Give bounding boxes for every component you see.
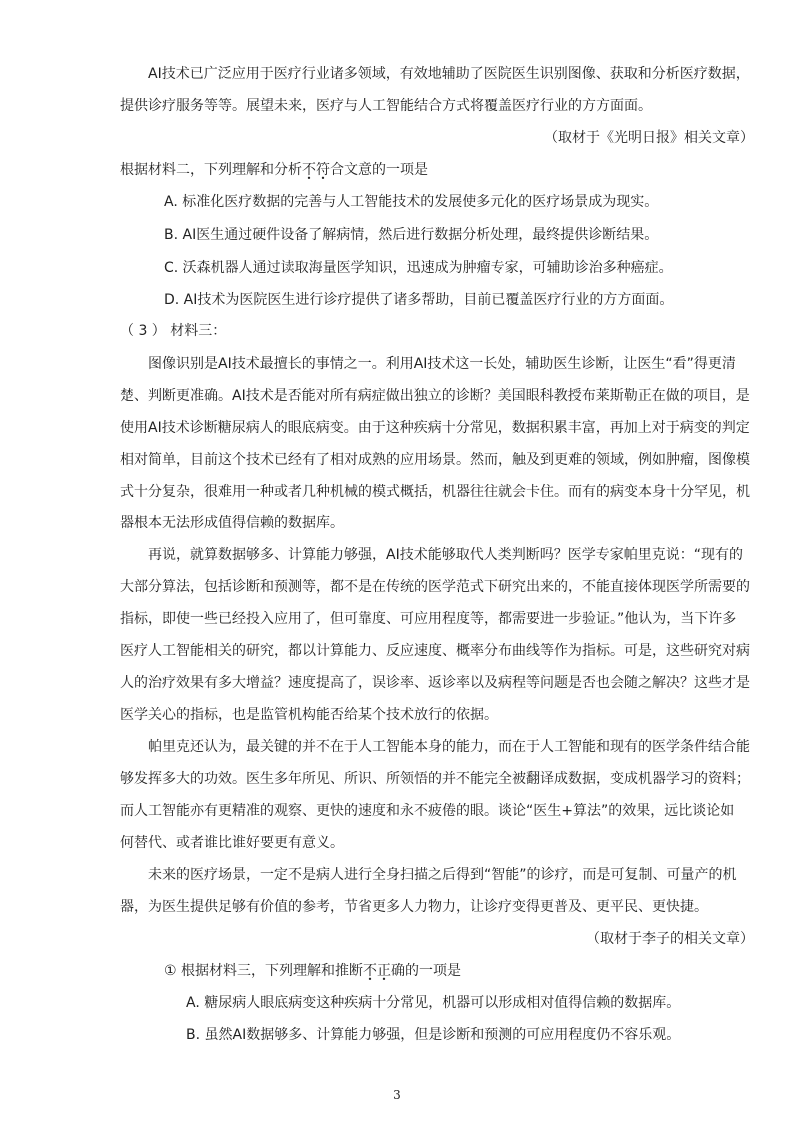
para1-line-3: 使用AI技术诊断糖尿病人的眼底病变。由于这种疾病十分常见，数据积累丰富，再加上对于病变的判定 xyxy=(120,420,750,436)
emphasis-char-1: 不 xyxy=(302,162,316,178)
para2-line-5: 人的治疗效果有多大增益？速度提高了，误诊率、返诊率以及病程等问题是否也会随之解决？这些才是 xyxy=(120,675,750,691)
para1-line-6: 器根本无法形成值得信赖的数据库。 xyxy=(120,515,344,531)
question2-option-d: D. AI技术为医院医生进行诊疗提供了诸多帮助，目前已覆盖医疗行业的方方面面。 xyxy=(164,292,674,308)
para3-line-4: 何替代、或者谁比谁好要更有意义。 xyxy=(120,835,344,851)
question3-stem-after: 确的一项是 xyxy=(391,963,462,979)
question2-option-a: A. 标准化医疗数据的完善与人工智能技术的发展使多元化的医疗场景成为现实。 xyxy=(164,194,659,210)
para3-line-1: 帕里克还认为，最关键的并不在于人工智能本身的能力，而在于人工智能和现有的医学条件结合能 xyxy=(148,739,750,755)
para1-line-5: 式十分复杂，很难用一种或者几种机械的模式概括，机器往往就会卡住。而有的病变本身十分罕见，机 xyxy=(120,484,750,500)
para2-line-1: 再说，就算数据够多、计算能力够强，AI技术能够取代人类判断吗？医学专家帕里克说：“现有的 xyxy=(148,547,743,563)
question2-stem xyxy=(120,160,428,180)
emphasis-char-4: 正 xyxy=(377,963,392,979)
para3-line-3: 而人工智能亦有更精准的观察、更快的速度和永不疲倦的眼。谈论“医生+算法”的效果，远比谈论如 xyxy=(120,803,735,819)
question3-stem-before: 根据材料三，下列理解和推断 xyxy=(181,963,364,979)
para1-line-1: 图像识别是AI技术最擅长的事情之一。利用AI技术这一长处，辅助医生诊断，让医生“看”得更清 xyxy=(148,356,736,372)
para3-line-2: 够发挥多大的功效。医生多年所见、所识、所领悟的并不能完全被翻译成数据，变成机器学习的资料； xyxy=(120,771,750,787)
material3-source: （取材于李子的相关文章） xyxy=(586,931,754,947)
material2-line-1: AI技术已广泛应用于医疗行业诸多领域，有效地辅助了医院医生识别图像、获取和分析医疗数据， xyxy=(148,66,750,82)
para4-line-1: 未来的医疗场景，一定不是病人进行全身扫描之后得到“智能”的诊疗，而是可复制、可量产的机 xyxy=(148,867,737,883)
para1-line-2: 楚、判断更准确。AI技术是否能对所有病症做出独立的诊断？美国眼科教授布莱斯勒正在做的项目，是 xyxy=(120,388,750,404)
question2-stem-before: 根据材料二，下列理解和分析 xyxy=(120,162,302,178)
material2-line-2: 提供诊疗服务等等。展望未来，医疗与人工智能结合方式将覆盖医疗行业的方方面面。 xyxy=(120,98,652,114)
question3-option-b: B. 虽然AI数据够多、计算能力够强，但是诊断和预测的可应用程度仍不容乐观。 xyxy=(186,1027,681,1043)
material3-heading: （ 3 ） 材料三： xyxy=(120,323,227,339)
page-number: 3 xyxy=(393,1088,401,1102)
question3-stem xyxy=(164,961,461,981)
para2-line-6: 医学关心的指标，也是监管机构能否给某个技术放行的依据。 xyxy=(120,707,498,723)
material2-source: （取材于《光明日报》相关文章） xyxy=(544,130,754,146)
para1-line-4: 相对简单，目前这个技术已经有了相对成熟的应用场景。然而，触及到更难的领域，例如肿瘤，图像模 xyxy=(120,452,750,468)
emphasis-char-3: 不 xyxy=(363,963,378,979)
question3-option-a: A. 糖尿病人眼底病变这种疾病十分常见，机器可以形成相对值得信赖的数据库。 xyxy=(186,995,681,1011)
question3-number: ① xyxy=(164,963,177,979)
question2-option-c: C. 沃森机器人通过读取海量医学知识，迅速成为肿瘤专家，可辅助诊治多种癌症。 xyxy=(164,260,673,276)
emphasis-char-2: 符 xyxy=(316,162,330,178)
para2-line-3: 指标，即使一些已经投入应用了，但可靠度、可应用程度等，都需要进一步验证。”他认为，当下许多 xyxy=(120,611,737,627)
question2-option-b: B. AI医生通过硬件设备了解病情，然后进行数据分析处理，最终提供诊断结果。 xyxy=(164,227,659,243)
question2-stem-after: 合文意的一项是 xyxy=(330,162,428,178)
para4-line-2: 器，为医生提供足够有价值的参考，节省更多人力物力，让诊疗变得更普及、更平民、更快捷。 xyxy=(120,899,708,915)
para2-line-2: 大部分算法，包括诊断和预测等，都不是在传统的医学范式下研究出来的，不能直接体现医学所需要的 xyxy=(120,579,750,595)
para2-line-4: 医疗人工智能相关的研究，都以计算能力、反应速度、概率分布曲线等作为指标。可是，这些研究对病 xyxy=(120,643,750,659)
